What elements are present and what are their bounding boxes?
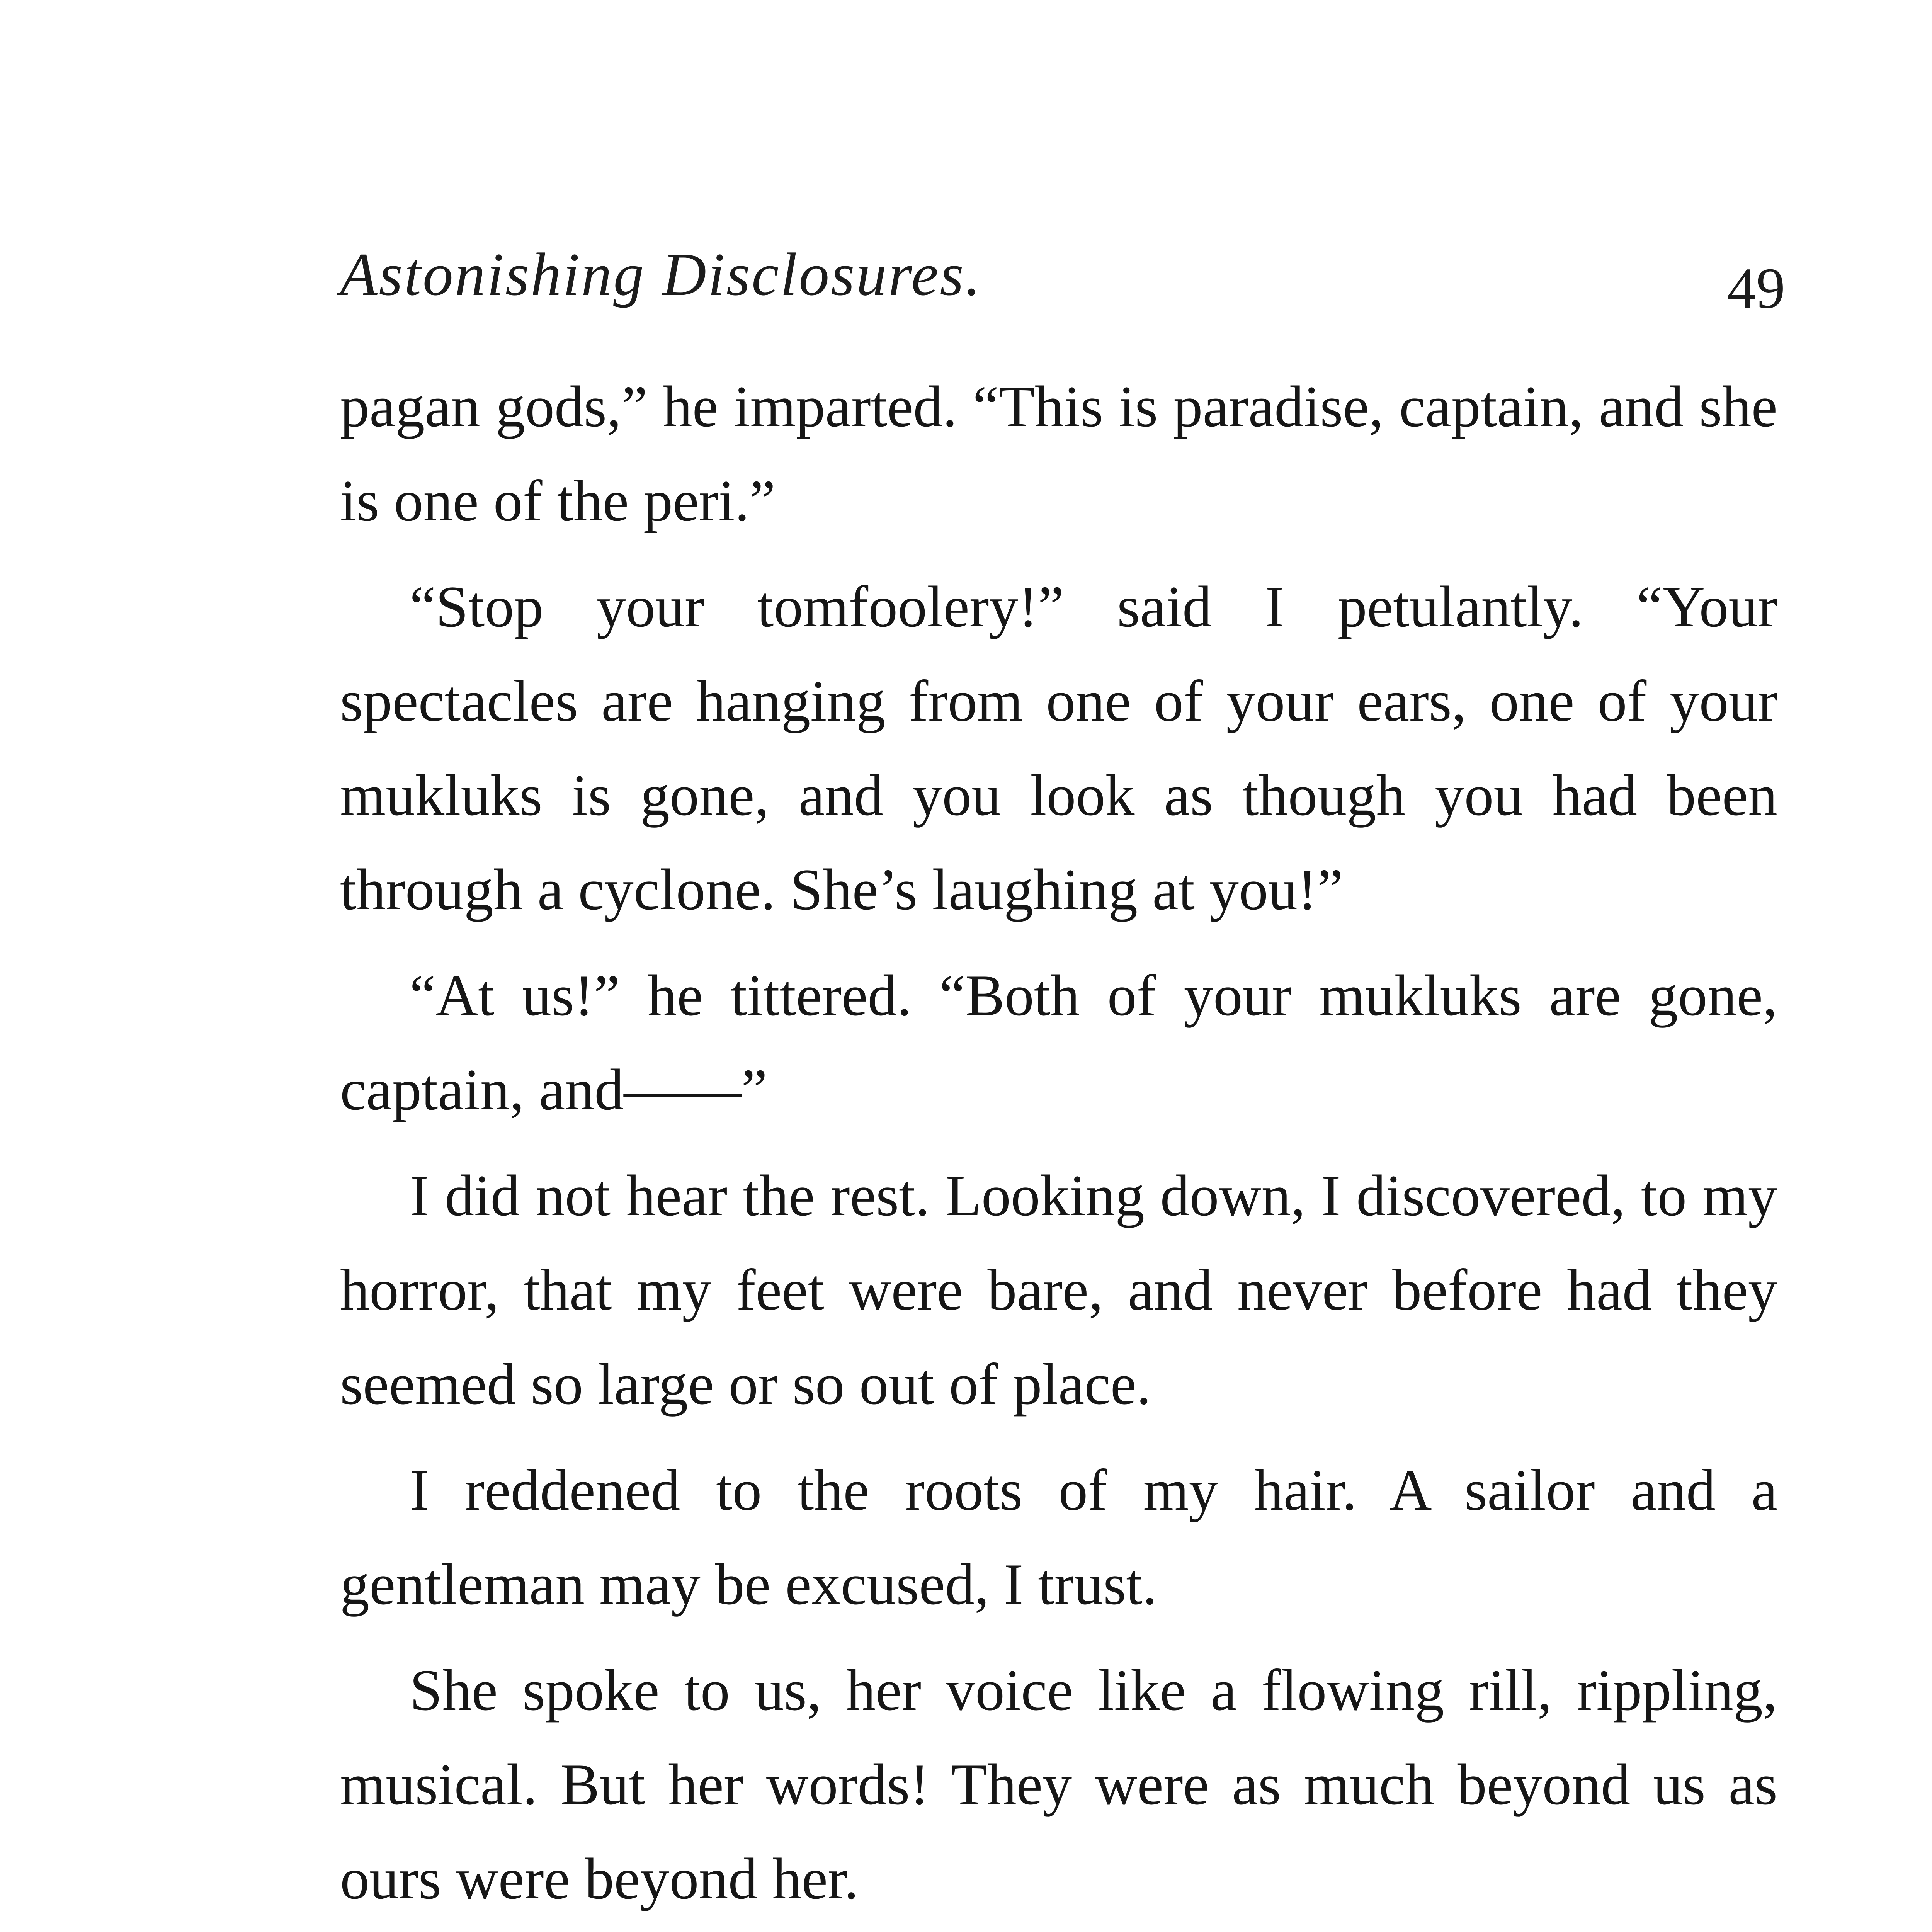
page-number: 49 [1727, 256, 1785, 320]
paragraph-5: I reddened to the roots of my hair. A sailor and a gentleman may be excused, I trust. [340, 1458, 1777, 1617]
running-header [340, 232, 1785, 320]
paragraph-6: She spoke to us, her voice like a flowing rill, rippling, musical. But her words! They were as much beyond us as ours were beyond her. [340, 1658, 1777, 1911]
paragraph-1: pagan gods,” he imparted. “This is paradise, captain, and she is one of the peri.” [340, 374, 1777, 533]
body-text [340, 359, 1777, 1932]
paragraph-2: “Stop your tomfoolery!” said I petulantly. “Your spectacles are hanging from one of your ears, one of your mukluks is gone, and you look as though you had been through a cyclone. She’s laughing at you!” [340, 574, 1777, 922]
running-title: Astonishing Disclosures. [340, 241, 982, 308]
paragraph-4: I did not hear the rest. Looking down, I discovered, to my horror, that my feet were bare, and never before had they seemed so large or so out of place. [340, 1163, 1777, 1417]
paragraph-3: “At us!” he tittered. “Both of your mukluks are gone, captain, and——” [340, 963, 1777, 1122]
